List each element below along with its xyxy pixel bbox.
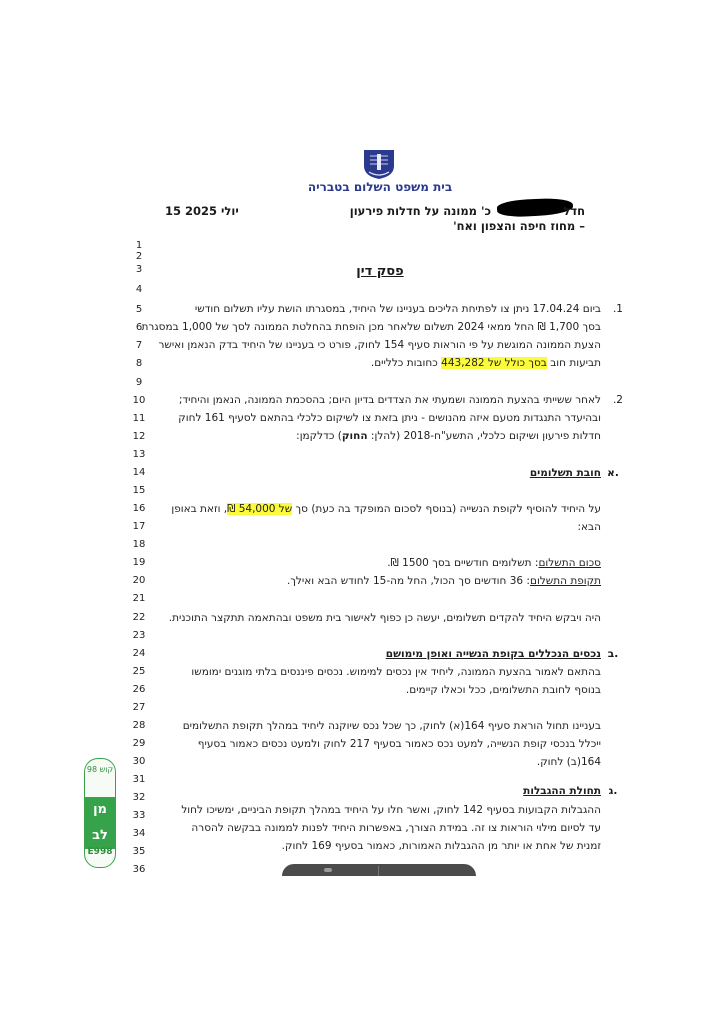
amount-label: סכום התשלום xyxy=(538,557,601,569)
document-page: בית משפט השלום בטבריה חדל כ' ממונה על חדלות פירעון 15 יולי 2025 – מחוז חיפה והצפון ואח' 1 2 3 4 5 6 7 8 9 10 11 12 13 14 15 16 17 18 19 20 21 22 23 24 25 26 27 28 29 30 31 32 33 34 35 36 פסק דין .1 ביום 17.04.24 ניתן צו לפתיחת הליכים בעניינו של היחיד, במסגרתו הושת עליו תשלום חודשי בסך 1,700 ₪ החל ממאי 2024 תשלום שלאחר מכן הופחת בהחלטת הממונה לסך של 1,000 במסגרת הצעת הממונה המוגשת על פי הוראות סעיף 154 לחוק, פורט כי בעניינו של היחיד בדק הנאמן ואישר תביעות חוב בסך כולל של 443,282 כחובות כלליים. .2 לאחר ששייתי בהצעת הממונה ושמעתי את הצדדים בדיון היום; בהסכמת הממונה, הנאמן והיחיד; ובהיעדר התנגדות מטעם איזה מהנושים - ניתן בזאת צו לשיקום כלכלי בהתאם לסעיף 161 לחוק חדלות פירעון ושיקום כלכלי, התשע"ח-2018 (להלן: החוק) כדלקמן: א. חובת תשלומים על היחיד להוסיף לקופת הנשייה (בנוסף לסכום המופקד בה כעת) סך של 54,000 ₪, וזאת באופן הבא: סכום התשלום: תשלומים חודשיים בסך 1500 ₪. תקופת התשלום: 36 חודשים סך הכול, החל מה-15 לחודש הבא ואילך. היה ויבקש היחיד להקדים תשלומים, יעשה כן כפוף לאישור בית משפט ובהתאמה תתקצר התוכנית. ב. נכסים הנכללים בקופת הנשייה ואופן מימושם בהתאם לאמור בהצעת הממונה, ליחיד אין נכסים למימוש. נכסים פיננסים בלתי מוגנים ימומשו בנוסף לחובת התשלומים, ככל וכאלו קיימים. בעניינו תחול הוראת סעיף 164(א) לחוק, כך שכל נכס שיוקנה ליחיד במהלך תקופת התשלומים ייכלל בנכסי קופת הנשייה, למעט נכס כאמור בסעיף 217 לחוק ולמעט נכסים כאמור בסעיף 164(ב) לחוק. ג. תחולת ההגבלות ההגבלות הקבועות בסעיף 142 לחוק, ואשר חלו על היחיד במהלך תקופת הביניים, ימשיכו לחול עד לסיום מילוי הוראות צו זה. במידת הצורך, באפשרות היחיד לפנות לממונה בבקשה להסרה זמנית של אחת או יותר מן ההגבלות האמורות, כאמור בסעיף 169 לחוק. קוש 98 מן לב E998 xyxy=(0,0,725,1024)
highlighted-amount: של 54,000 ₪ xyxy=(227,503,293,515)
text-segment: , וזאת באופן xyxy=(171,503,228,515)
paragraph-1-line-4 xyxy=(371,357,601,369)
amount-text: : תשלומים חודשיים בסך 1500 ₪. xyxy=(387,557,539,569)
text-segment: ) כדלקמן: xyxy=(296,430,342,442)
section-c-heading: תחולת ההגבלות xyxy=(523,785,601,797)
paragraph-1-line-2: בסך 1,700 ₪ החל ממאי 2024 תשלום שלאחר מכן הופחת בהחלטת הממונה לסך של 1,000 במסגרת xyxy=(141,321,601,333)
text-segment: תביעות חוב xyxy=(546,357,601,369)
paragraph-2-line-3 xyxy=(296,430,601,442)
section-b-heading: נכסים הנכללים בקופת הנשייה ואופן מימושם xyxy=(385,648,601,660)
defined-term: החוק xyxy=(341,430,368,442)
state-emblem-icon xyxy=(356,148,402,180)
section-marker: א. xyxy=(607,467,619,479)
text-segment: כחובות כלליים. xyxy=(370,357,442,369)
case-subtitle: – מחוז חיפה והצפון ואח' xyxy=(453,219,585,233)
section-a-amount-line xyxy=(387,557,601,569)
toolbar-handle-icon xyxy=(324,868,332,872)
paragraph-1-line-3: הצעת הממונה המוגשת על פי הוראות סעיף 154 לחוק, פורט כי בעניינו של היחיד בדק הנאמן ואישר xyxy=(158,339,601,351)
text-segment: על היחיד להוסיף לקופת הנשייה (בנוסף לסכום המופקד בה כעת) סך xyxy=(292,503,601,515)
toolbar-divider xyxy=(378,866,379,876)
section-a-line-2: הבא: xyxy=(577,521,601,533)
highlighted-amount: בסך כולל של 443,282 xyxy=(441,357,547,369)
case-label: חדל xyxy=(563,204,585,218)
case-number-redaction xyxy=(497,197,574,218)
section-b-line-3: בעניינו תחול הוראת סעיף 164(א) לחוק, כך שכל נכס שיוקנה ליחיד במהלך תקופת התשלומים xyxy=(182,720,601,732)
paragraph-2-line-1: לאחר ששייתי בהצעת הממונה ושמעתי את הצדדים בדיון היום; בהסכמת הממונה, הנאמן והיחיד; xyxy=(178,394,601,406)
green-stamp xyxy=(84,758,116,868)
paragraph-2-line-2: ובהיעדר התנגדות מטעם איזה מהנושים - ניתן בזאת צו לשיקום כלכלי בהתאם לסעיף 161 לחוק xyxy=(178,412,601,424)
document-title: פסק דין xyxy=(356,264,404,279)
section-c-line-3: זמנית של אחת או יותר מן ההגבלות האמורות, כאמור בסעיף 169 לחוק. xyxy=(281,840,601,852)
section-a-line-5: היה ויבקש היחיד להקדים תשלומים, יעשה כן כפוף לאישור בית משפט ובהתאמה תתקצר התוכנית. xyxy=(168,612,601,624)
text-segment: חדלות פירעון ושיקום כלכלי, התשע"ח-2018 (להלן: xyxy=(367,430,601,442)
stamp-top-text: קוש 98 xyxy=(86,765,114,774)
case-title: כ' ממונה על חדלות פירעון xyxy=(349,204,491,218)
section-b-line-1: בהתאם לאמור בהצעת הממונה, ליחיד אין נכסים למימוש. נכסים פיננסים בלתי מוגנים ימומשו xyxy=(191,666,601,678)
section-a-heading: חובת תשלומים xyxy=(529,467,601,479)
stamp-bottom-text: E998 xyxy=(87,847,113,857)
stamp-band-text: מן לב xyxy=(85,797,115,849)
paragraph-number: .2 xyxy=(612,394,623,406)
section-marker: ג. xyxy=(608,785,618,797)
section-c-line-1: ההגבלות הקבועות בסעיף 142 לחוק, ואשר חלו על היחיד במהלך תקופת הביניים, ימשיכו לחול xyxy=(181,804,601,816)
section-a-period-line xyxy=(287,575,601,587)
period-label: תקופת התשלום xyxy=(529,575,601,587)
paragraph-number: .1 xyxy=(612,303,623,315)
case-date: 15 יולי 2025 xyxy=(165,204,239,218)
section-b-line-5: 164(ב) לחוק. xyxy=(536,756,601,768)
viewer-toolbar[interactable] xyxy=(282,864,476,876)
section-b-line-2: בנוסף לחובת התשלומים, ככל וכאלו קיימים. xyxy=(405,684,601,696)
section-a-line-1 xyxy=(171,503,601,515)
section-marker: ב. xyxy=(607,648,619,660)
section-c-line-2: עד לסיום מילוי הוראות צו זה. במידת הצורך, באפשרות היחיד לפנות לממונה בבקשה להסרה xyxy=(191,822,601,834)
period-text: : 36 חודשים סך הכול, החל מה-15 לחודש הבא ואילך. xyxy=(286,575,530,587)
section-b-line-4: ייכלל בנכסי קופת הנשייה, למעט נכס כאמור בסעיף 217 לחוק ולמעט נכסים כאמור בסעיף xyxy=(197,738,601,750)
paragraph-1-line-1: ביום 17.04.24 ניתן צו לפתיחת הליכים בעניינו של היחיד, במסגרתו הושת עליו תשלום חודשי xyxy=(194,303,601,315)
court-name: בית משפט השלום בטבריה xyxy=(307,180,453,194)
